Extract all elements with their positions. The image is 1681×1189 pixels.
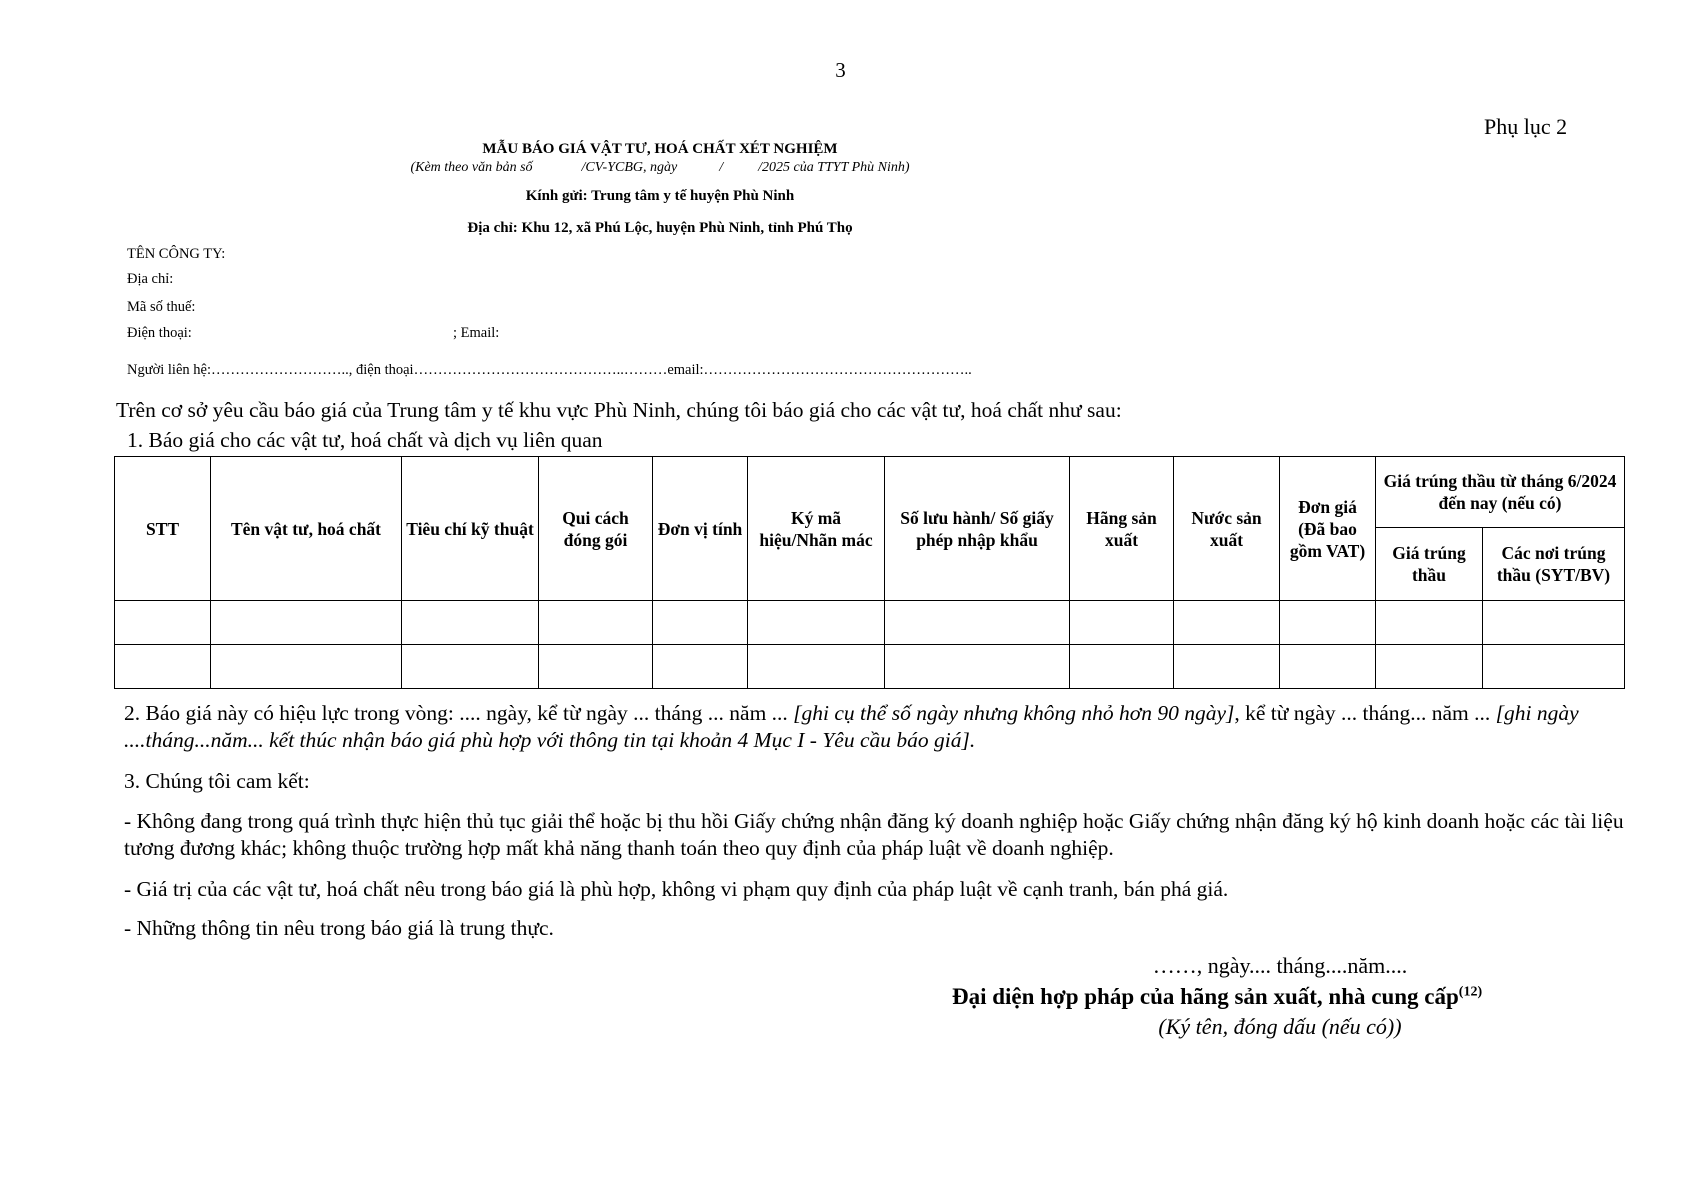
header-winning-price: Giá trúng thầu	[1376, 528, 1483, 601]
header-stt: STT	[115, 457, 211, 601]
page-number: 3	[835, 58, 846, 82]
header-unit: Đơn vị tính	[653, 457, 748, 601]
table-row	[115, 601, 1625, 645]
document-title: MẪU BÁO GIÁ VẬT TƯ, HOÁ CHẤT XÉT NGHIỆM	[482, 141, 838, 157]
recipient-address: Địa chỉ: Khu 12, xã Phú Lộc, huyện Phù Ninh, tỉnh Phú Thọ	[467, 220, 853, 236]
signer-title	[952, 984, 1482, 1010]
commitment-2: - Giá trị của các vật tư, hoá chất nêu trong báo giá là phù hợp, không vi phạm quy định của pháp luật về cạnh tranh, bán phá giá.	[124, 877, 1229, 901]
table-header-row	[115, 457, 1625, 528]
header-winning-places: Các nơi trúng thầu (SYT/BV)	[1483, 528, 1625, 601]
header-license: Số lưu hành/ Số giấy phép nhập khẩu	[885, 457, 1070, 601]
tax-code-field: Mã số thuế:	[127, 299, 196, 315]
commitment-3: - Những thông tin nêu trong báo giá là trung thực.	[124, 916, 554, 940]
email-field: ; Email:	[453, 325, 500, 341]
date-line: ……, ngày.... tháng....năm....	[1152, 953, 1408, 978]
header-maker: Hãng sản xuất	[1070, 457, 1174, 601]
intro-paragraph: Trên cơ sở yêu cầu báo giá của Trung tâm y tế khu vực Phù Ninh, chúng tôi báo giá cho các vật tư, hoá chất như sau:	[116, 398, 1122, 422]
validity-text-c: , kể từ ngày ... tháng... năm ...	[1234, 701, 1496, 725]
header-price: Đơn giá (Đã bao gồm VAT)	[1280, 457, 1376, 601]
validity-text-a: 2. Báo giá này có hiệu lực trong vòng: .... ngày, kể từ ngày ... tháng ... năm ...	[124, 701, 794, 725]
company-address-field: Địa chỉ:	[127, 271, 174, 287]
signer-text: Đại diện hợp pháp của hãng sản xuất, nhà cung cấp	[952, 984, 1459, 1009]
phone-field: Điện thoại:	[127, 325, 192, 341]
contact-person-field: Người liên hệ:……………………….., điện thoại……………………………………..………email:………………………………………………..	[127, 362, 972, 378]
sign-note: (Ký tên, đóng dấu (nếu có))	[1158, 1014, 1402, 1039]
appendix-label: Phụ lục 2	[1484, 114, 1568, 139]
header-code: Ký mã hiệu/Nhãn mác	[748, 457, 885, 601]
section-1-heading: 1. Báo giá cho các vật tư, hoá chất và dịch vụ liên quan	[127, 428, 603, 452]
header-winning-group: Giá trúng thầu từ tháng 6/2024 đến nay (nếu có)	[1376, 457, 1625, 528]
header-criteria: Tiêu chí kỹ thuật	[402, 457, 539, 601]
recipient-line: Kính gửi: Trung tâm y tế huyện Phù Ninh	[525, 188, 795, 204]
validity-note-d: [ghi ngày ....tháng...năm... kết thúc nhận báo giá phù hợp với thông tin tại khoản 4 Mục I - Yêu cầu báo giá].	[124, 701, 1579, 752]
company-name-field: TÊN CÔNG TY:	[127, 246, 226, 262]
header-country: Nước sản xuất	[1174, 457, 1280, 601]
quote-table	[114, 456, 1625, 689]
header-packing: Qui cách đóng gói	[539, 457, 653, 601]
commitment-1: - Không đang trong quá trình thực hiện thủ tục giải thể hoặc bị thu hồi Giấy chứng nhận đăng ký doanh nghiệp hoặc Giấy chứng nhận đăng ký hộ kinh doanh hoặc các tài liệu tương đương khác; không thuộc trường hợp mất khả năng thanh toán theo quy định của pháp luật về doanh nghiệp.	[124, 809, 1624, 860]
section-2-validity	[124, 700, 1624, 754]
table-row	[115, 645, 1625, 689]
footnote-marker: (12)	[1458, 984, 1483, 1000]
validity-note-b: [ghi cụ thể số ngày nhưng không nhỏ hơn 90 ngày]	[793, 701, 1235, 725]
header-item-name: Tên vật tư, hoá chất	[211, 457, 402, 601]
document-subtitle: (Kèm theo văn bản số /CV-YCBG, ngày / /2025 của TTYT Phù Ninh)	[410, 160, 910, 175]
section-3-heading: 3. Chúng tôi cam kết:	[124, 769, 310, 793]
